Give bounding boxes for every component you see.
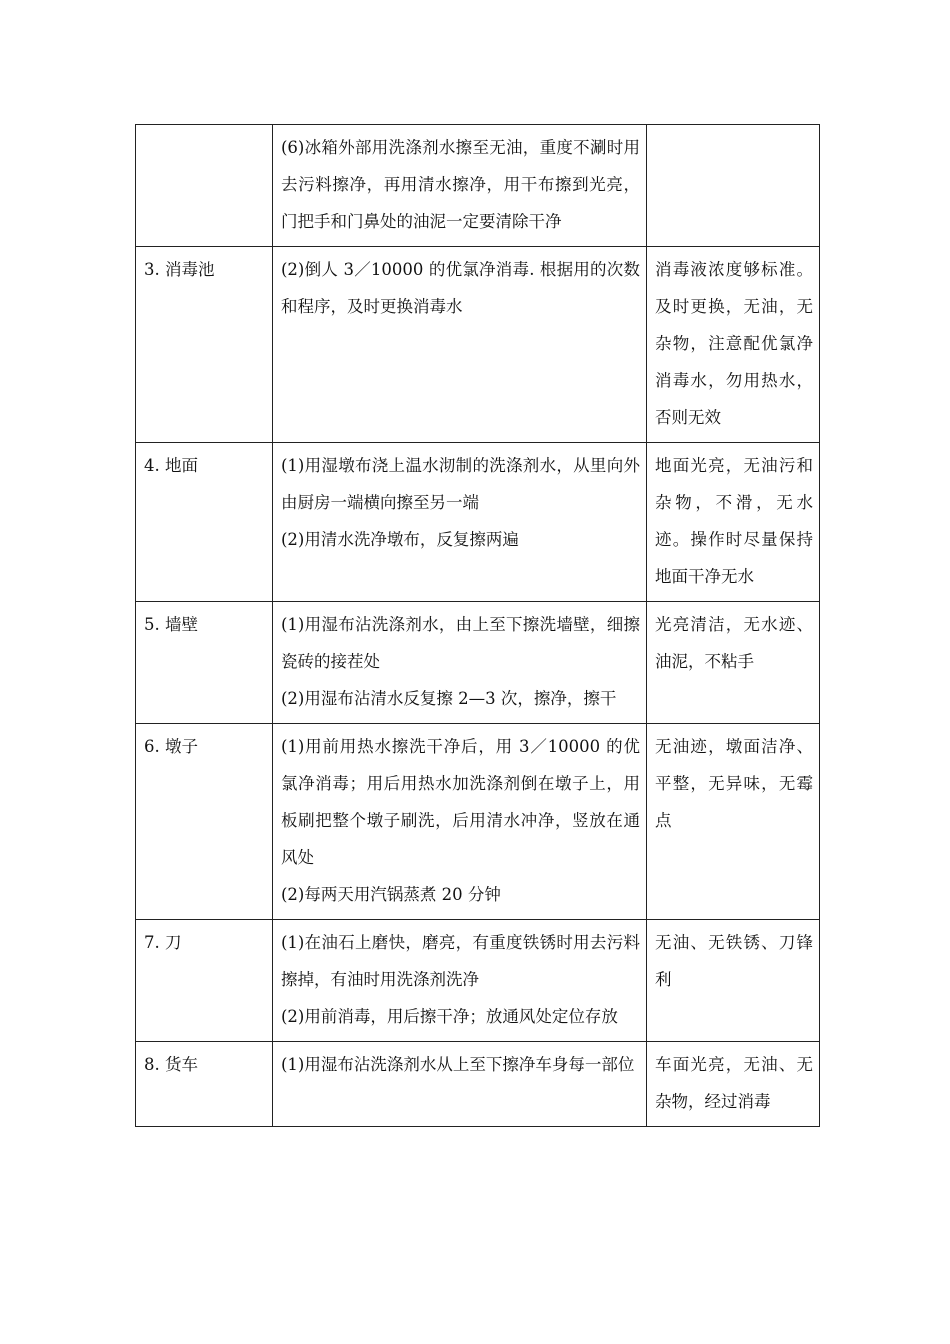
standard-cell	[647, 443, 820, 602]
procedure-step: (2)用清水洗净墩布，反复擦两遍	[281, 530, 519, 549]
cleaning-standards-table	[135, 124, 820, 1127]
standard-cell	[647, 724, 820, 920]
table-row	[136, 1042, 820, 1127]
procedure-cell	[273, 247, 647, 443]
standard-cell	[647, 1042, 820, 1127]
standard-cell	[647, 247, 820, 443]
procedure-step: (2)用湿布沾清水反复擦 2—3 次，擦净，擦干	[281, 689, 617, 708]
standard-text: 地面光亮，无油污和杂物，不滑，无水迹。操作时尽量保持地面干净无水	[655, 456, 813, 586]
item-cell: 5. 墙壁	[136, 602, 273, 724]
table-row	[136, 724, 820, 920]
table-row	[136, 125, 820, 247]
table-row	[136, 920, 820, 1042]
procedure-cell	[273, 602, 647, 724]
table-row	[136, 602, 820, 724]
procedure-step: (1)用湿墩布浇上温水沏制的洗涤剂水，从里向外由厨房一端横向擦至另一端	[281, 456, 640, 512]
procedure-cell	[273, 724, 647, 920]
standard-cell	[647, 125, 820, 247]
standard-text: 无油、无铁锈、刀锋利	[655, 933, 813, 989]
procedure-step: (1)用前用热水擦洗干净后，用 3／10000 的优氯净消毒；用后用热水加洗涤剂倒在墩子上，用板刷把整个墩子刷洗，后用清水冲净，竖放在通风处	[281, 737, 640, 867]
procedure-step: (1)在油石上磨快，磨亮，有重度铁锈时用去污料擦掉，有油时用洗涤剂洗净	[281, 933, 640, 989]
item-cell	[136, 125, 273, 247]
standard-text: 无油迹，墩面洁净、平整，无异味，无霉点	[655, 737, 813, 830]
procedure-step: (2)每两天用汽锅蒸煮 20 分钟	[281, 885, 501, 904]
item-cell: 8. 货车	[136, 1042, 273, 1127]
table-row	[136, 443, 820, 602]
standard-text: 车面光亮，无油、无杂物，经过消毒	[655, 1055, 813, 1111]
procedure-step: (1)用湿布沾洗涤剂水从上至下擦净车身每一部位	[281, 1055, 635, 1074]
standard-cell	[647, 602, 820, 724]
standard-text: 光亮清洁，无水迹、油泥，不粘手	[655, 615, 813, 671]
table-row	[136, 247, 820, 443]
procedure-cell	[273, 1042, 647, 1127]
procedure-step: (2)倒人 3／10000 的优氯净消毒. 根据用的次数和程序，及时更换消毒水	[281, 260, 640, 316]
procedure-cell	[273, 920, 647, 1042]
procedure-cell	[273, 443, 647, 602]
standard-text: 消毒液浓度够标准。及时更换，无油，无杂物，注意配优氯净消毒水，勿用热水，否则无效	[655, 260, 813, 427]
procedure-step: (6)冰箱外部用洗涤剂水擦至无油，重度不涮时用去污料擦净，再用清水擦净，用干布擦到光亮，门把手和门鼻处的油泥一定要清除干净	[281, 138, 640, 231]
procedure-step: (1)用湿布沾洗涤剂水，由上至下擦洗墙壁，细擦瓷砖的接茬处	[281, 615, 640, 671]
item-cell: 4. 地面	[136, 443, 273, 602]
item-cell: 6. 墩子	[136, 724, 273, 920]
item-cell: 3. 消毒池	[136, 247, 273, 443]
procedure-step: (2)用前消毒，用后擦干净；放通风处定位存放	[281, 1007, 618, 1026]
item-cell: 7. 刀	[136, 920, 273, 1042]
procedure-cell	[273, 125, 647, 247]
standard-cell	[647, 920, 820, 1042]
